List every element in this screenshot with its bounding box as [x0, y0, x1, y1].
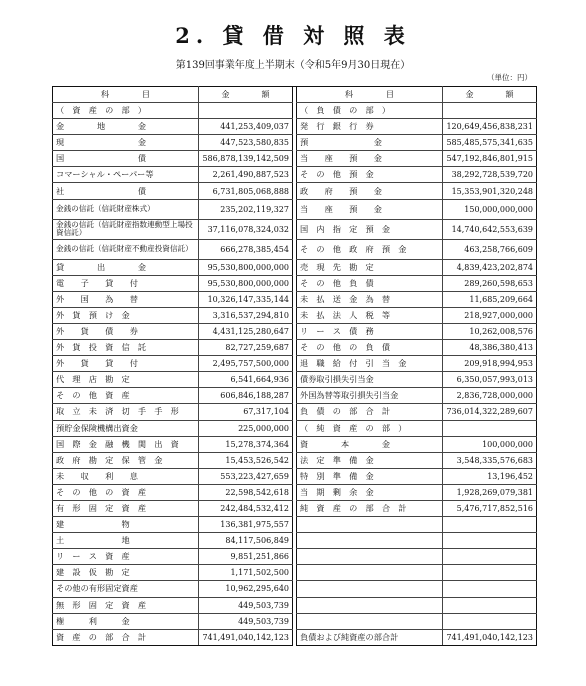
- table-row: [53, 199, 537, 219]
- asset-value: 242,484,532,412: [199, 500, 293, 516]
- asset-value: 666,278,385,454: [199, 239, 293, 259]
- asset-value: 10,326,147,335,144: [199, 291, 293, 307]
- liability-label: そ の 他 負 債: [297, 275, 443, 291]
- liability-value: [443, 613, 537, 629]
- asset-label: 国 際 金 融 機 関 出 資: [53, 436, 199, 452]
- page-subtitle: 第139回事業年度上半期末（令和5年9月30日現在）: [175, 60, 411, 71]
- table-row: [53, 420, 537, 436]
- table-row: [53, 103, 537, 119]
- liability-label: （ 負 債 の 部 ）: [297, 103, 443, 119]
- table-row: [53, 581, 537, 597]
- liability-label: 発 行 銀 行 券: [297, 119, 443, 135]
- liability-value: 5,476,717,852,516: [443, 500, 537, 516]
- table-row: [53, 549, 537, 565]
- asset-value: 225,000,000: [199, 420, 293, 436]
- asset-value: 586,878,139,142,509: [199, 151, 293, 167]
- table-row: [53, 404, 537, 420]
- liability-label: 未 払 送 金 為 替: [297, 291, 443, 307]
- page-title: 2. 貸 借 対 照 表: [175, 23, 411, 48]
- table-row: [53, 183, 537, 199]
- header-amount-left: 金 額: [199, 87, 293, 103]
- header-item-right: 科 目: [297, 87, 443, 103]
- liability-value: 6,350,057,993,013: [443, 372, 537, 388]
- liability-label: 純 資 産 の 部 合 計: [297, 500, 443, 516]
- liability-value: 11,685,209,664: [443, 291, 537, 307]
- asset-value: 10,962,295,640: [199, 581, 293, 597]
- liability-value: [443, 420, 537, 436]
- asset-label: そ の 他 資 産: [53, 388, 199, 404]
- asset-label: リ ー ス 資 産: [53, 549, 199, 565]
- asset-label: そ の 他 の 資 産: [53, 484, 199, 500]
- liability-value: [443, 565, 537, 581]
- liability-label: 当 期 剰 余 金: [297, 484, 443, 500]
- asset-label: 社 債: [53, 183, 199, 199]
- asset-value: [199, 103, 293, 119]
- table-row: [53, 500, 537, 516]
- table-row: [53, 307, 537, 323]
- table-row: [53, 597, 537, 613]
- liability-value: 48,386,380,413: [443, 340, 537, 356]
- liability-label: リ ー ス 債 務: [297, 323, 443, 339]
- asset-label: 代 理 店 勘 定: [53, 372, 199, 388]
- asset-label: 外 貨 投 資 信 託: [53, 340, 199, 356]
- asset-value: 84,117,506,849: [199, 533, 293, 549]
- asset-value: 741,491,040,142,123: [199, 629, 293, 645]
- liability-label: 当 座 預 金: [297, 199, 443, 219]
- liability-label: [297, 581, 443, 597]
- liability-value: 463,258,766,609: [443, 239, 537, 259]
- asset-value: 15,453,526,542: [199, 452, 293, 468]
- liability-value: 14,740,642,553,639: [443, 219, 537, 239]
- liability-label: 法 定 準 備 金: [297, 452, 443, 468]
- liability-label: 政 府 預 金: [297, 183, 443, 199]
- liability-label: 未 払 法 人 税 等: [297, 307, 443, 323]
- table-row: [53, 613, 537, 629]
- asset-value: 6,731,805,068,888: [199, 183, 293, 199]
- table-row: [53, 291, 537, 307]
- table-row: [53, 219, 537, 239]
- asset-label: 外 貨 貸 付: [53, 356, 199, 372]
- asset-label: 金銭の信託（信託財産株式）: [53, 199, 199, 219]
- table-row: [53, 629, 537, 645]
- asset-label: 電 子 貸 付: [53, 275, 199, 291]
- liability-label: 債券取引損失引当金: [297, 372, 443, 388]
- liability-label: 退 職 給 付 引 当 金: [297, 356, 443, 372]
- asset-label: その他の有形固定資産: [53, 581, 199, 597]
- liability-value: 2,836,728,000,000: [443, 388, 537, 404]
- table-row: [53, 323, 537, 339]
- table-row: [53, 388, 537, 404]
- liability-value: 15,353,901,320,248: [443, 183, 537, 199]
- table-row: [53, 533, 537, 549]
- asset-value: 3,316,537,294,810: [199, 307, 293, 323]
- asset-label: 有 形 固 定 資 産: [53, 500, 199, 516]
- liability-label: [297, 597, 443, 613]
- asset-value: 82,727,259,687: [199, 340, 293, 356]
- liability-value: 38,292,728,539,720: [443, 167, 537, 183]
- asset-label: 金銭の信託（信託財産不動産投資信託）: [53, 239, 199, 259]
- liability-value: [443, 533, 537, 549]
- asset-value: 37,116,078,324,032: [199, 219, 293, 239]
- liability-value: [443, 549, 537, 565]
- asset-value: 449,503,739: [199, 613, 293, 629]
- table-row: [53, 151, 537, 167]
- liability-label: そ の 他 預 金: [297, 167, 443, 183]
- table-row: [53, 340, 537, 356]
- table-header-row: [53, 87, 537, 103]
- asset-label: 建 物: [53, 517, 199, 533]
- liability-label: 当 座 預 金: [297, 151, 443, 167]
- asset-label: 金銭の信託（信託財産指数連動型上場投資信託）: [53, 219, 199, 239]
- asset-label: 取 立 未 済 切 手 手 形: [53, 404, 199, 420]
- asset-value: 4,431,125,280,647: [199, 323, 293, 339]
- liability-value: 100,000,000: [443, 436, 537, 452]
- header-item-left: 科 目: [53, 87, 199, 103]
- liability-label: [297, 517, 443, 533]
- liability-value: 120,649,456,838,231: [443, 119, 537, 135]
- table-row: [53, 119, 537, 135]
- liability-value: [443, 103, 537, 119]
- liability-label: 特 別 準 備 金: [297, 468, 443, 484]
- liability-label: [297, 565, 443, 581]
- table-row: [53, 275, 537, 291]
- asset-value: 22,598,542,618: [199, 484, 293, 500]
- asset-label: 国 債: [53, 151, 199, 167]
- asset-value: 553,223,427,659: [199, 468, 293, 484]
- asset-value: 1,171,502,500: [199, 565, 293, 581]
- table-row: [53, 517, 537, 533]
- asset-label: 権 利 金: [53, 613, 199, 629]
- asset-label: 土 地: [53, 533, 199, 549]
- table-row: [53, 484, 537, 500]
- asset-label: 外 貨 預 け 金: [53, 307, 199, 323]
- table-row: [53, 372, 537, 388]
- asset-label: 無 形 固 定 資 産: [53, 597, 199, 613]
- asset-value: 441,253,409,037: [199, 119, 293, 135]
- asset-label: 金 地 金: [53, 119, 199, 135]
- liability-value: 736,014,322,289,607: [443, 404, 537, 420]
- table-row: [53, 259, 537, 275]
- asset-label: 現 金: [53, 135, 199, 151]
- liability-label: 外国為替等取引損失引当金: [297, 388, 443, 404]
- liability-value: 10,262,008,576: [443, 323, 537, 339]
- liability-value: 547,192,846,801,915: [443, 151, 537, 167]
- asset-value: 606,846,188,287: [199, 388, 293, 404]
- liability-value: 209,918,994,953: [443, 356, 537, 372]
- table-row: [53, 239, 537, 259]
- liability-value: 289,260,598,653: [443, 275, 537, 291]
- table-row: [53, 468, 537, 484]
- asset-label: 未 収 利 息: [53, 468, 199, 484]
- unit-note: （単位：円）: [487, 73, 532, 82]
- asset-value: 2,261,490,887,523: [199, 167, 293, 183]
- liability-value: 4,839,423,202,874: [443, 259, 537, 275]
- asset-label: 外 国 為 替: [53, 291, 199, 307]
- table-row: [53, 452, 537, 468]
- asset-value: 95,530,800,000,000: [199, 275, 293, 291]
- liability-label: 負債および純資産の部合計: [297, 629, 443, 645]
- liability-value: [443, 597, 537, 613]
- asset-label: 政 府 勘 定 保 管 金: [53, 452, 199, 468]
- asset-label: （ 資 産 の 部 ）: [53, 103, 199, 119]
- table-row: [53, 356, 537, 372]
- header-amount-right: 金 額: [443, 87, 537, 103]
- asset-value: 449,503,739: [199, 597, 293, 613]
- liability-label: [297, 533, 443, 549]
- asset-value: 15,278,374,364: [199, 436, 293, 452]
- asset-value: 9,851,251,866: [199, 549, 293, 565]
- asset-value: 2,495,757,500,000: [199, 356, 293, 372]
- liability-label: 資 本 金: [297, 436, 443, 452]
- asset-value: 447,523,580,835: [199, 135, 293, 151]
- table-row: [53, 167, 537, 183]
- asset-label: 建 設 仮 勘 定: [53, 565, 199, 581]
- liability-label: そ の 他 の 負 債: [297, 340, 443, 356]
- liability-value: 3,548,335,576,683: [443, 452, 537, 468]
- asset-label: コマーシャル・ペーパー等: [53, 167, 199, 183]
- liability-label: 負 債 の 部 合 計: [297, 404, 443, 420]
- liability-value: [443, 581, 537, 597]
- liability-label: 国 内 指 定 預 金: [297, 219, 443, 239]
- table-row: [53, 135, 537, 151]
- liability-label: [297, 613, 443, 629]
- liability-value: 218,927,000,000: [443, 307, 537, 323]
- balance-sheet-table: [52, 86, 537, 646]
- asset-label: 資 産 の 部 合 計: [53, 629, 199, 645]
- liability-label: そ の 他 政 府 預 金: [297, 239, 443, 259]
- liability-label: 預 金: [297, 135, 443, 151]
- liability-value: 1,928,269,079,381: [443, 484, 537, 500]
- liability-label: 売 現 先 勘 定: [297, 259, 443, 275]
- liability-value: 150,000,000,000: [443, 199, 537, 219]
- liability-value: 585,485,575,341,635: [443, 135, 537, 151]
- liability-value: 13,196,452: [443, 468, 537, 484]
- asset-label: 預貯金保険機構出資金: [53, 420, 199, 436]
- table-row: [53, 436, 537, 452]
- liability-label: （ 純 資 産 の 部 ）: [297, 420, 443, 436]
- asset-value: 6,541,664,936: [199, 372, 293, 388]
- asset-label: 外 貨 債 券: [53, 323, 199, 339]
- asset-value: 235,202,119,327: [199, 199, 293, 219]
- asset-value: 136,381,975,557: [199, 517, 293, 533]
- liability-label: [297, 549, 443, 565]
- asset-value: 95,530,800,000,000: [199, 259, 293, 275]
- asset-label: 貸 出 金: [53, 259, 199, 275]
- asset-value: 67,317,104: [199, 404, 293, 420]
- liability-value: [443, 517, 537, 533]
- liability-value: 741,491,040,142,123: [443, 629, 537, 645]
- table-row: [53, 565, 537, 581]
